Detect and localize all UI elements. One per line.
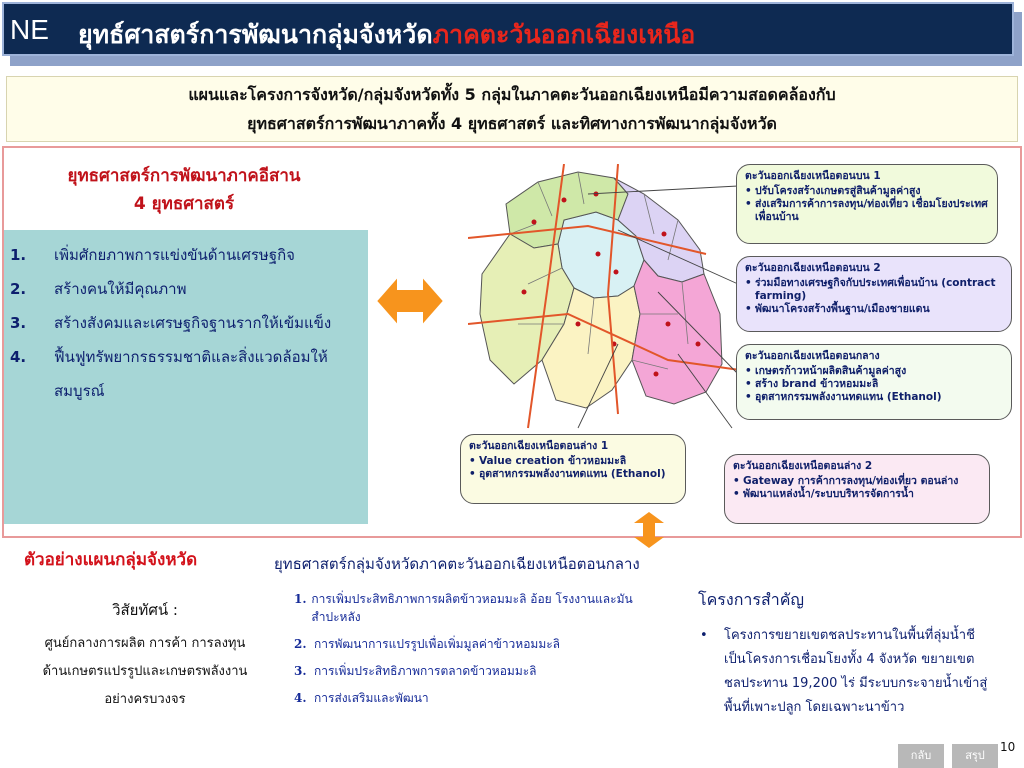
vision-line: ด้านเกษตรแปรรูปและเกษตรพลังงาน <box>42 664 248 679</box>
regional-strategy-number: 2. <box>10 280 27 298</box>
group-strategy-number: 2. <box>294 637 307 651</box>
group-strategy-item <box>294 689 634 707</box>
callout-item: • พัฒนาแหล่งน้ำ/ระบบบริหารจัดการน้ำ <box>733 488 981 501</box>
group-strategy-number: 3. <box>294 664 307 678</box>
regional-strategy-title-line-1: ยุทธศาสตร์การพัฒนาภาคอีสาน <box>67 166 301 186</box>
subtitle-line-2: ยุทธศาสตร์การพัฒนาภาคทั้ง 4 ยุทธศาสตร์ และทิศทางการพัฒนากลุ่มจังหวัด <box>247 114 777 133</box>
callout-title: ตะวันออกเฉียงเหนือตอนบน 1 <box>745 170 881 182</box>
callout-item: • อุตสาหกรรมพลังงานทดแทน (Ethanol) <box>745 391 1003 404</box>
regional-strategy-number: 3. <box>10 314 27 332</box>
regional-strategy-text: เพิ่มศักยภาพการแข่งขันด้านเศรษฐกิจ <box>54 246 295 264</box>
callout-item: • ร่วมมือทางเศรษฐกิจกับประเทศเพื่อนบ้าน (contract farming) <box>745 277 1003 303</box>
regional-strategy-title-line-2: 4 ยุทธศาสตร์ <box>133 194 235 214</box>
callout-item: • ปรับโครงสร้างเกษตรสู่สินค้ามูลค่าสูง <box>745 185 989 198</box>
regional-strategy-text: สร้างสังคมและเศรษฐกิจฐานรากให้เข้มแข็ง <box>54 314 332 332</box>
key-project-text: โครงการขยายเขตชลประทานในพื้นที่ลุ่มน้ำชี เป็นโครงการเชื่อมโยงทั้ง 4 จังหวัด ขยายเขตชลประทาน 19,200 ไร่ มีระบบกระจายน้ำเข้าสู่พื้นที่เพาะปลูก โดยเฉพาะนาข้าว <box>724 628 988 715</box>
group-strategy-text: การเพิ่มประสิทธิภาพการตลาดข้าวหอมมะลิ <box>314 664 537 678</box>
regional-strategy-item <box>10 238 360 272</box>
vision-body <box>10 630 280 714</box>
group-strategy-item <box>294 590 634 626</box>
vision-line: ศูนย์กลางการผลิต การค้า การลงทุน <box>44 636 246 651</box>
regional-strategy-item <box>10 306 360 340</box>
group-strategy-item <box>294 662 634 680</box>
callout-upper-northeast-2 <box>736 256 1012 332</box>
vision-line: อย่างครบวงจร <box>104 692 186 707</box>
key-projects-body <box>700 624 990 720</box>
group-strategy-list <box>294 590 634 716</box>
example-subtitle: ยุทธศาสตร์กลุ่มจังหวัดภาคตะวันออกเฉียงเหนือตอนกลาง <box>274 555 640 573</box>
vision-heading: วิสัยทัศน์ : <box>112 601 178 619</box>
subtitle-box <box>6 76 1018 142</box>
regional-strategy-text: ฟื้นฟูทรัพยากรธรรมชาติและสิ่งแวดล้อมให้สมบูรณ์ <box>54 348 328 400</box>
group-strategy-number: 1. <box>294 592 307 606</box>
regional-strategy-number: 1. <box>10 246 27 264</box>
callout-item: • ส่งเสริมการค้าการลงทุน/ท่องเที่ยว เชื่อมโยงประเทศเพื่อนบ้าน <box>745 198 989 224</box>
callout-lower-northeast-2 <box>724 454 990 524</box>
regional-strategy-number: 4. <box>10 348 27 366</box>
callout-item: • Gateway การค้าการลงทุน/ท่องเที่ยว ตอนล่าง <box>733 475 981 488</box>
regional-strategy-item <box>10 272 360 306</box>
double-arrow-vertical-icon <box>632 512 666 548</box>
bullet-icon: • <box>700 628 708 643</box>
page-title-accent: ภาคตะวันออกเฉียงเหนือ <box>432 20 696 49</box>
regional-strategy-text: สร้างคนให้มีคุณภาพ <box>54 280 187 298</box>
callout-item: • สร้าง brand ข้าวหอมมะลิ <box>745 378 1003 391</box>
callout-title: ตะวันออกเฉียงเหนือตอนบน 2 <box>745 262 881 274</box>
callout-item: • เกษตรก้าวหน้าผลิตสินค้ามูลค่าสูง <box>745 365 1003 378</box>
page-number: 10 <box>1000 740 1016 754</box>
callout-item: • พัฒนาโครงสร้างพื้นฐาน/เมืองชายแดน <box>745 303 1003 316</box>
regional-strategy-title <box>4 162 364 218</box>
strategy-frame <box>2 146 1022 538</box>
callout-item: • อุตสาหกรรมพลังงานทดแทน (Ethanol) <box>469 468 677 481</box>
header-bar <box>2 2 1014 56</box>
callout-lower-northeast-1 <box>460 434 686 504</box>
callout-title: ตะวันออกเฉียงเหนือตอนล่าง 1 <box>469 440 609 452</box>
summary-button[interactable]: สรุป <box>952 744 998 768</box>
group-strategy-number: 4. <box>294 691 307 705</box>
key-projects-heading: โครงการสำคัญ <box>698 590 805 609</box>
northeast-region-map <box>468 164 740 430</box>
callout-central-northeast <box>736 344 1012 420</box>
double-arrow-horizontal-icon <box>374 272 446 330</box>
page-title-main: ยุทธ์ศาสตร์การพัฒนากลุ่มจังหวัด <box>78 20 433 49</box>
example-title: ตัวอย่างแผนกลุ่มจังหวัด <box>24 550 198 570</box>
callout-title: ตะวันออกเฉียงเหนือตอนกลาง <box>745 350 880 362</box>
back-button[interactable]: กลับ <box>898 744 944 768</box>
regional-strategy-panel <box>4 230 368 524</box>
group-strategy-text: การส่งเสริมและพัฒนา <box>314 691 429 705</box>
group-strategy-text: การเพิ่มประสิทธิภาพการผลิตข้าวหอมมะลิ อ้อย โรงงานและมันสำปะหลัง <box>311 592 633 624</box>
group-strategy-item <box>294 635 634 653</box>
callout-item: • Value creation ข้าวหอมมะลิ <box>469 455 677 468</box>
header-ne-label: NE <box>10 14 49 45</box>
page-title <box>78 15 695 55</box>
callout-title: ตะวันออกเฉียงเหนือตอนล่าง 2 <box>733 460 873 472</box>
regional-strategy-item <box>10 340 360 408</box>
callout-upper-northeast-1 <box>736 164 998 244</box>
group-strategy-text: การพัฒนาการแปรรูปเพื่อเพิ่มมูลค่าข้าวหอมมะลิ <box>314 637 561 651</box>
subtitle-line-1: แผนและโครงการจังหวัด/กลุ่มจังหวัดทั้ง 5 กลุ่มในภาคตะวันออกเฉียงเหนือมีความสอดคล้องกับ <box>188 85 836 104</box>
